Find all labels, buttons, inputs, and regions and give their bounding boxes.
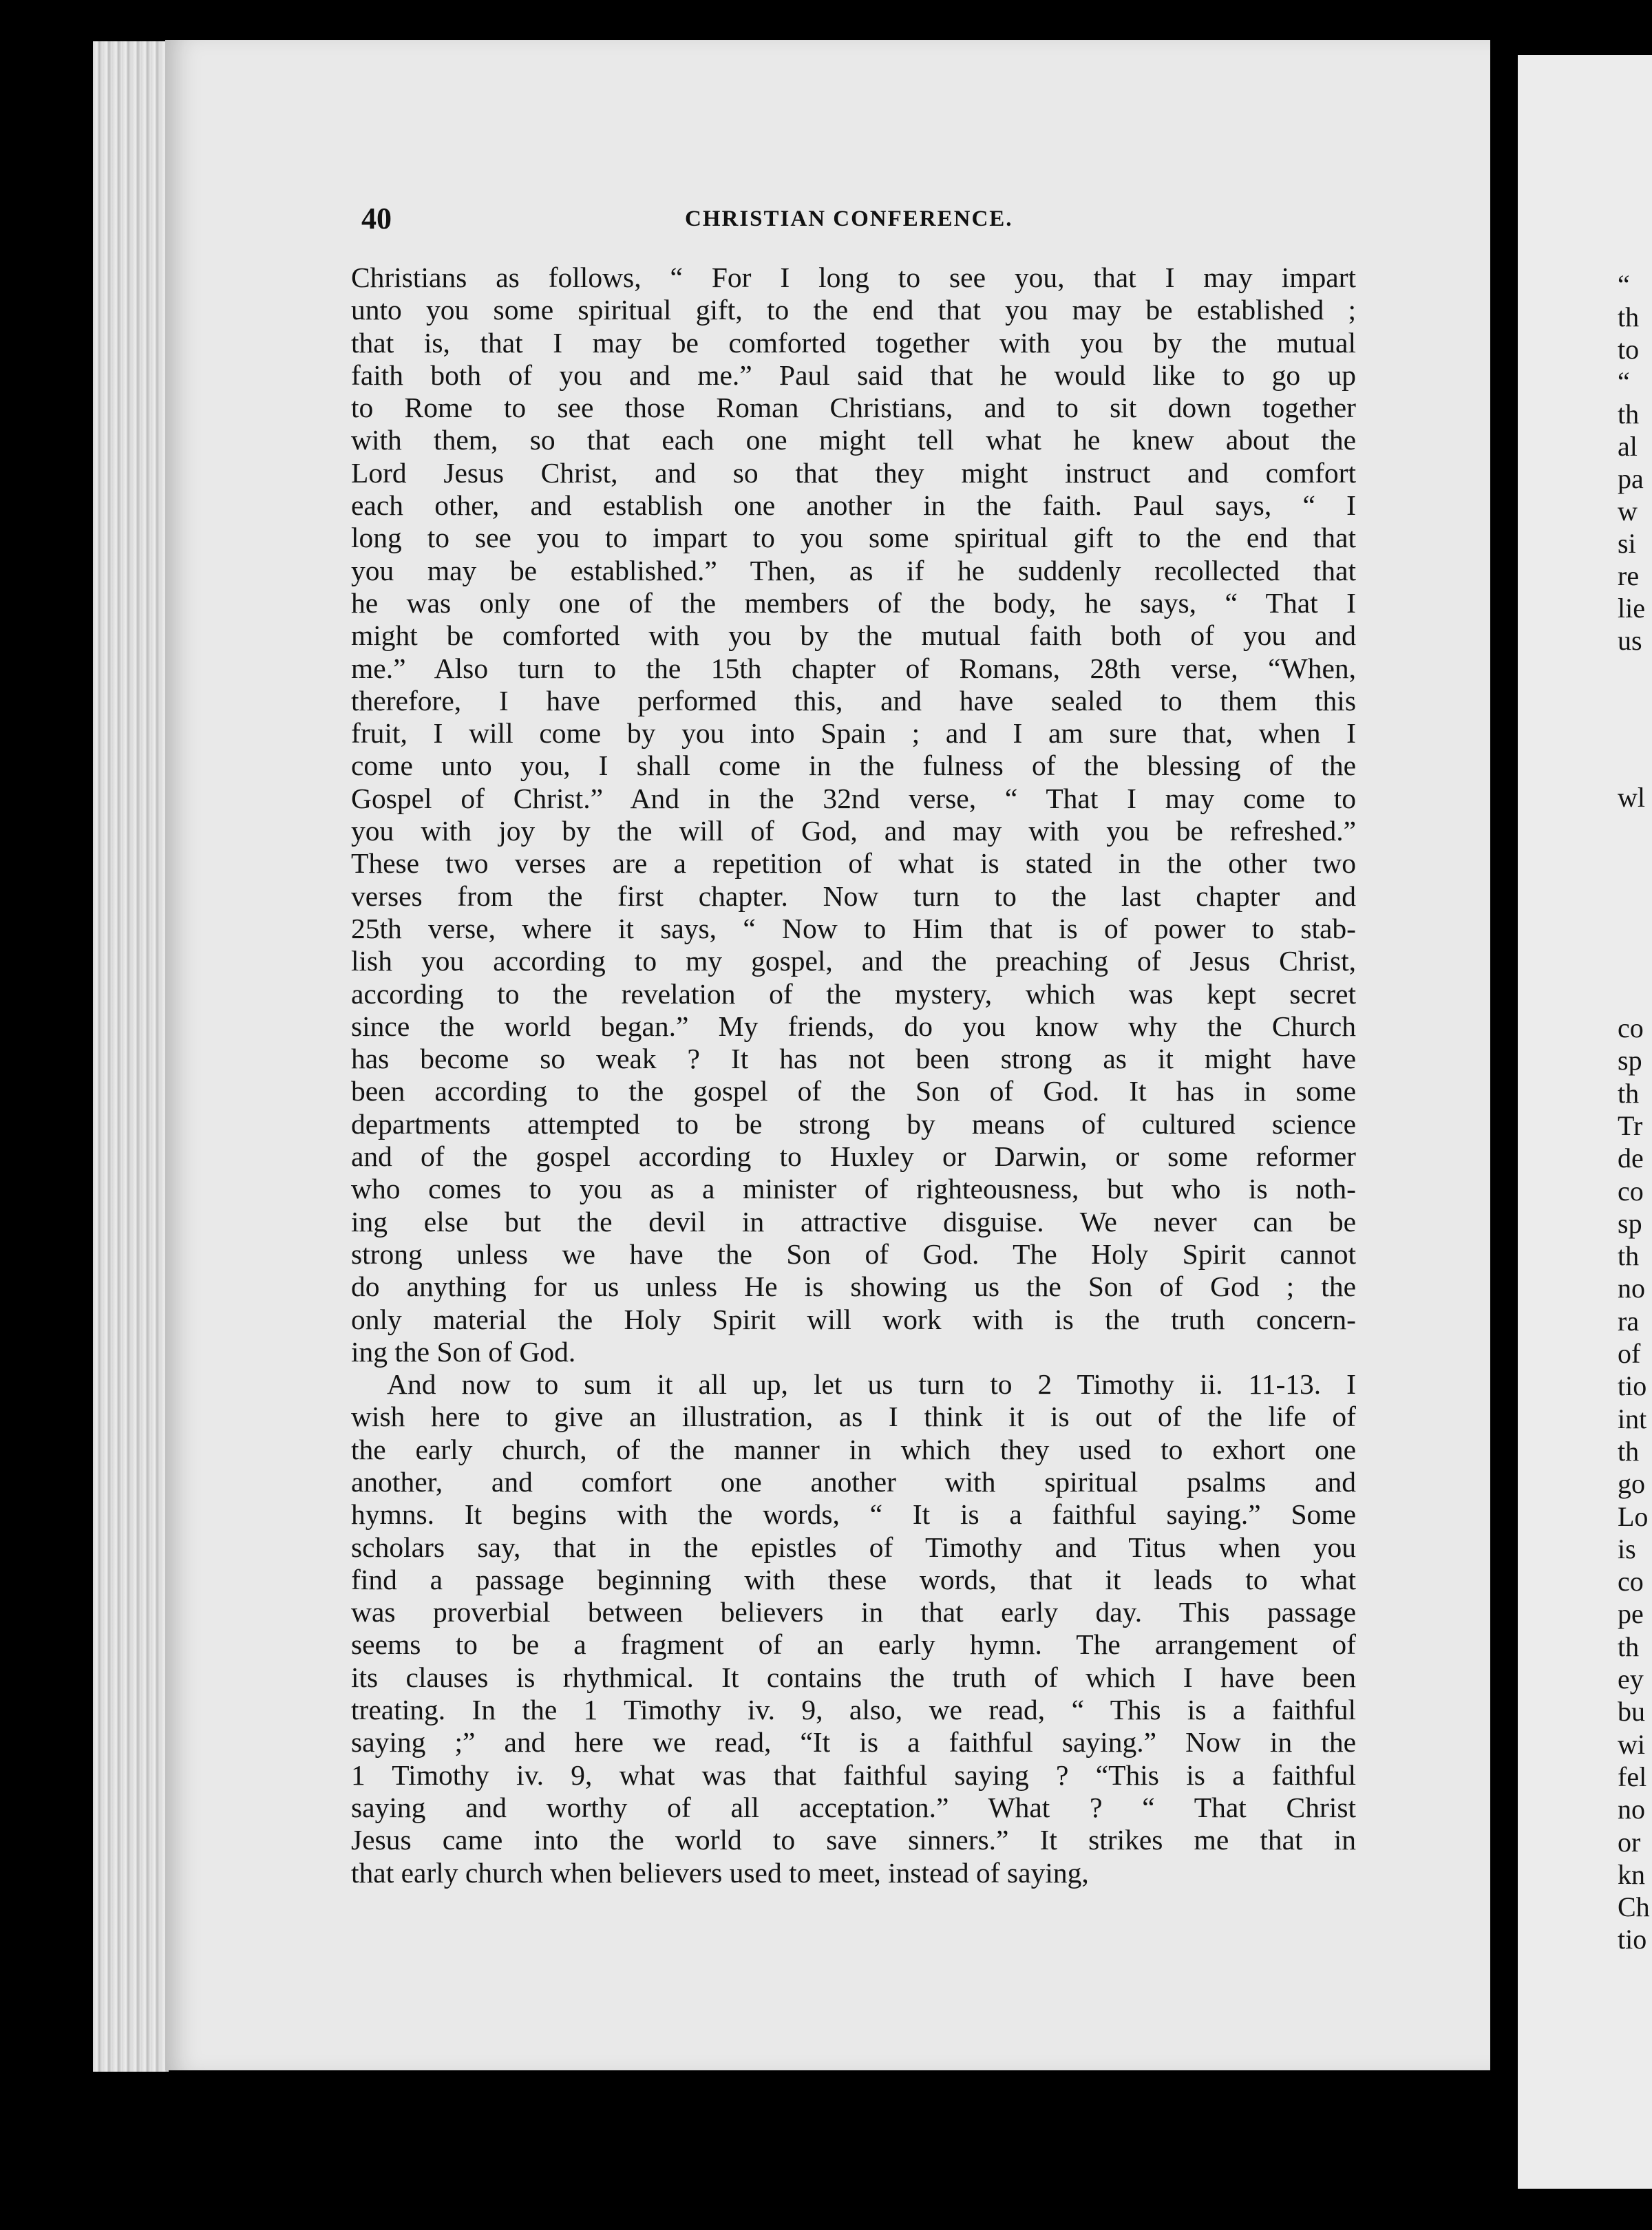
facing-page-text-fragment: Lo — [1618, 1500, 1649, 1532]
text-line: and of the gospel according to Huxley or Darwin, or some reformer — [351, 1140, 1356, 1173]
facing-page-text-fragment: ra — [1618, 1305, 1640, 1337]
text-line: long to see you to impart to you some spiritual gift to the end that — [351, 522, 1356, 554]
text-line: has become so weak ? It has not been strong as it might have — [351, 1043, 1356, 1075]
facing-page-fragments-top — [1618, 268, 1652, 663]
facing-page-fragment-middle — [1618, 781, 1652, 816]
facing-page-text-fragment: kn — [1618, 1858, 1645, 1890]
text-line: was proverbial between believers in that early day. This passage — [351, 1596, 1356, 1628]
facing-page-text-fragment: us — [1618, 625, 1642, 656]
text-line: seems to be a fragment of an early hymn. The arrangement of — [351, 1628, 1356, 1661]
facing-page-text-fragment: int — [1618, 1403, 1647, 1434]
facing-page-text-fragment: re — [1618, 560, 1640, 591]
facing-page-text-fragment: co — [1618, 1175, 1644, 1207]
facing-page-text-fragment: th — [1618, 1435, 1640, 1467]
text-line: scholars say, that in the epistles of Timothy and Titus when you — [351, 1531, 1356, 1563]
facing-page-text-fragment: w — [1618, 496, 1638, 527]
text-line: Christians as follows, “ For I long to see you, that I may impart — [351, 262, 1356, 293]
text-line: wish here to give an illustration, as I think it is out of the life of — [351, 1401, 1356, 1433]
page-number: 40 — [361, 202, 392, 235]
text-line: according to the revelation of the mystery, which was kept secret — [351, 977, 1356, 1010]
text-line: its clauses is rhythmical. It contains the truth of which I have been — [351, 1661, 1356, 1693]
facing-page-text-fragment: or — [1618, 1826, 1641, 1858]
text-line: another, and comfort one another with spiritual psalms and — [351, 1465, 1356, 1498]
facing-page-text-fragment: wi — [1618, 1728, 1645, 1760]
text-line: with them, so that each one might tell what he knew about the — [351, 424, 1356, 456]
text-line: And now to sum it all up, let us turn to 2 Timothy ii. 11-13. I — [387, 1368, 1356, 1401]
text-line: me.” Also turn to the 15th chapter of Romans, 28th verse, “When, — [351, 652, 1356, 684]
facing-page-text-fragment: tio — [1618, 1924, 1647, 1955]
text-line: do anything for us unless He is showing us the Son of God ; the — [351, 1271, 1356, 1303]
text-line: to Rome to see those Roman Christians, and to sit down together — [351, 392, 1356, 424]
facing-page-text-fragment: th — [1618, 301, 1640, 332]
text-line: you may be established.” Then, as if he suddenly recollected that — [351, 554, 1356, 586]
text-line: that is, that I may be comforted together with you by the mutual — [351, 326, 1356, 359]
book-gutter — [1490, 28, 1521, 2230]
text-line: Gospel of Christ.” And in the 32nd verse, “ That I may come to — [351, 782, 1356, 814]
text-line: hymns. It begins with the words, “ It is a faithful saying.” Some — [351, 1498, 1356, 1531]
facing-page-text-fragment: al — [1618, 431, 1638, 462]
facing-page-text-fragment: “ — [1618, 366, 1630, 397]
text-line: treating. In the 1 Timothy iv. 9, also, we read, “ This is a faithful — [351, 1694, 1356, 1726]
text-line: ing else but the devil in attractive disguise. We never can be — [351, 1205, 1356, 1238]
text-line: faith both of you and me.” Paul said that he would like to go up — [351, 359, 1356, 391]
text-line: saying ;” and here we read, “It is a faithful saying.” Now in the — [351, 1726, 1356, 1759]
page-edges — [93, 41, 169, 2072]
text-line: Jesus came into the world to save sinners.” It strikes me that in — [351, 1824, 1356, 1856]
text-line: therefore, I have performed this, and have sealed to them this — [351, 684, 1356, 716]
facing-page-text-fragment: th — [1618, 1240, 1640, 1272]
facing-page-text-fragment: fel — [1618, 1761, 1647, 1792]
facing-page-text-fragment: of — [1618, 1338, 1641, 1369]
text-line: that early church when believers used to meet, instead of saying, — [351, 1856, 1089, 1889]
text-line: These two verses are a repetition of what is stated in the other two — [351, 847, 1356, 880]
facing-page-text-fragment: no — [1618, 1273, 1645, 1304]
facing-page-text-fragment: pa — [1618, 463, 1644, 494]
text-line: departments attempted to be strong by means of cultured science — [351, 1107, 1356, 1140]
facing-page-text-fragment: th — [1618, 1077, 1640, 1109]
text-line: 25th verse, where it says, “ Now to Him that is of power to stab- — [351, 912, 1356, 944]
facing-page-text-fragment: lie — [1618, 593, 1645, 624]
text-line: lish you according to my gospel, and the preaching of Jesus Christ, — [351, 945, 1356, 977]
text-line: come unto you, I shall come in the fulness of the blessing of the — [351, 750, 1356, 782]
text-line: saying and worthy of all acceptation.” What ? “ That Christ — [351, 1791, 1356, 1823]
text-line: find a passage beginning with these words, that it leads to what — [351, 1563, 1356, 1595]
text-line: you with joy by the will of God, and may with you be refreshed.” — [351, 815, 1356, 847]
facing-page-text-fragment: is — [1618, 1533, 1636, 1564]
facing-page-text-fragment: sp — [1618, 1045, 1642, 1076]
facing-page-text-fragment: Ch — [1618, 1891, 1650, 1923]
text-line: been according to the gospel of the Son of God. It has in some — [351, 1075, 1356, 1107]
facing-page-text-fragment: th — [1618, 1631, 1640, 1662]
facing-page-text-fragment: tio — [1618, 1370, 1647, 1402]
text-line: ing the Son of God. — [351, 1335, 576, 1368]
running-title: CHRISTIAN CONFERENCE. — [685, 206, 1013, 231]
text-line: Lord Jesus Christ, and so that they might instruct and comfort — [351, 456, 1356, 489]
facing-page-text-fragment: pe — [1618, 1598, 1644, 1630]
text-line: since the world began.” My friends, do you know why the Church — [351, 1010, 1356, 1042]
facing-page-text-fragment: ey — [1618, 1664, 1644, 1695]
facing-page-text-fragment: go — [1618, 1468, 1645, 1500]
page-header — [361, 201, 1377, 235]
facing-page-text-fragment: de — [1618, 1143, 1644, 1174]
text-line: only material the Holy Spirit will work with is the truth concern- — [351, 1303, 1356, 1335]
text-line: 1 Timothy iv. 9, what was that faithful saying ? “This is a faithful — [351, 1759, 1356, 1791]
facing-page-text-fragment: bu — [1618, 1696, 1645, 1728]
text-line: unto you some spiritual gift, to the end that you may be established ; — [351, 294, 1356, 326]
facing-page-text-fragment: no — [1618, 1794, 1645, 1825]
facing-page-text-fragment: co — [1618, 1012, 1644, 1043]
text-line: the early church, of the manner in which they used to exhort one — [351, 1433, 1356, 1465]
facing-page-text-fragment: si — [1618, 528, 1636, 559]
facing-page-text-fragment: sp — [1618, 1207, 1642, 1239]
facing-page-fragments-bottom — [1618, 1012, 1652, 1963]
text-line: strong unless we have the Son of God. The Holy Spirit cannot — [351, 1238, 1356, 1270]
text-line: who comes to you as a minister of righteousness, but who is noth- — [351, 1173, 1356, 1205]
body-text — [351, 262, 1356, 1889]
text-line: each other, and establish one another in the faith. Paul says, “ I — [351, 489, 1356, 522]
text-line: verses from the first chapter. Now turn to the last chapter and — [351, 880, 1356, 912]
text-line: fruit, I will come by you into Spain ; and I am sure that, when I — [351, 717, 1356, 750]
facing-page-text-fragment: co — [1618, 1566, 1644, 1597]
text-line: might be comforted with you by the mutual faith both of you and — [351, 619, 1356, 652]
facing-page-text-fragment: Tr — [1618, 1109, 1643, 1141]
facing-page-text-fragment: wl — [1618, 782, 1645, 813]
text-line: he was only one of the members of the body, he says, “ That I — [351, 586, 1356, 619]
facing-page-text-fragment: “ — [1618, 269, 1630, 300]
facing-page-text-fragment: to — [1618, 334, 1640, 365]
facing-page-text-fragment: th — [1618, 399, 1640, 429]
